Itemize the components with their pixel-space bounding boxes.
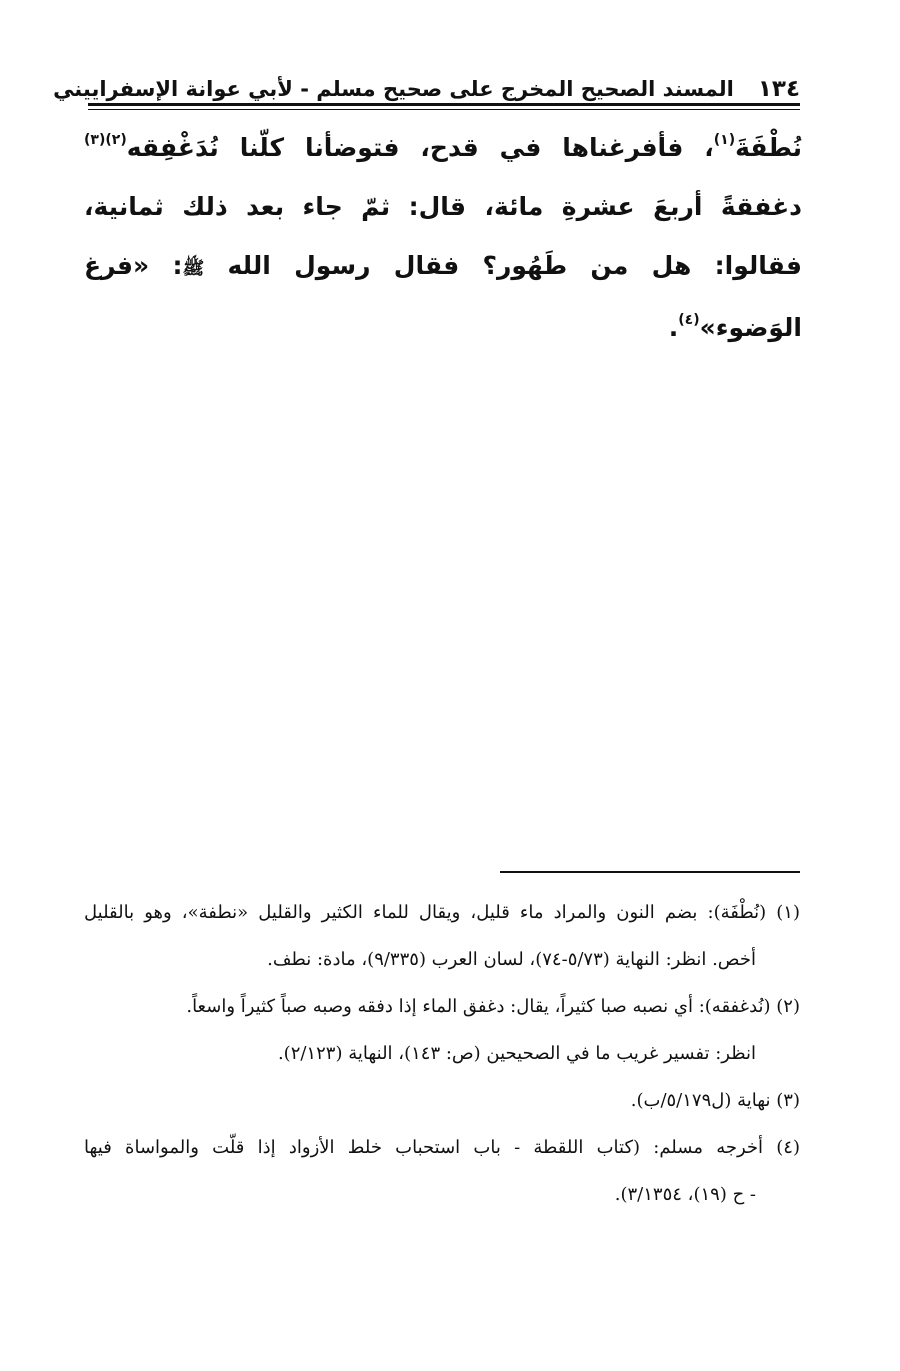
main-text — [84, 118, 802, 357]
footnote-2-line-2: انظر: تفسير غريب ما في الصحيحين (ص: ١٤٣)، النهاية (٢/١٢٣). — [277, 1043, 756, 1064]
text-segment: نُطْفَةَ — [735, 133, 802, 162]
footnote-1-line-1: (١) (نُطْفَة): بضم النون والمراد ماء قليل، ويقال للماء الكثير والقليل «نطفة»، وهو بالقليل — [84, 902, 800, 923]
footnote-2-line-1: (٢) (نُدغفقه): أي نصبه صبا كثيراً، يقال: دغفق الماء إذا دفقه وصبه صباً كثيراً واسعاً. — [186, 996, 800, 1017]
footnote-1-line-2: أخص. انظر: النهاية (٥/٧٣-٧٤)، لسان العرب (٩/٣٣٥)، مادة: نطف. — [267, 949, 756, 970]
text-segment: : «فرغ الوَضوء» — [84, 251, 802, 342]
footnote-3: (٣) نهاية (ل٥/١٧٩/ب). — [630, 1090, 800, 1111]
page-number: ١٣٤ — [757, 76, 800, 102]
footnote-ref-2[interactable]: (٢) — [105, 132, 127, 148]
footnotes — [84, 889, 800, 1218]
page-header — [53, 72, 800, 106]
footnote-ref-3[interactable]: (٣) — [84, 132, 106, 148]
header-rule-thin — [88, 109, 800, 110]
header-rule-thick — [88, 103, 800, 106]
footnote-4-line-2: - ح (١٩)، ٣/١٣٥٤). — [614, 1184, 756, 1205]
text-segment: . — [668, 313, 679, 342]
footnote-4-line-1: (٤) أخرجه مسلم: (كتاب اللقطة - باب استحباب خلط الأزواد إذا قلّت والمواساة فيها — [84, 1137, 800, 1158]
text-segment: دغفقةً أربعَ عشرةِ مائة، قال: ثمّ جاء بعد ذلك ثمانية، فقالوا: هل من طَهُور؟ فقال رسول الله — [84, 192, 802, 280]
footnote-divider — [500, 871, 800, 873]
running-title: المسند الصحيح المخرج على صحيح مسلم - لأبي عوانة الإسفراييني — [53, 77, 734, 101]
footnote-ref-4[interactable]: (٤) — [678, 312, 700, 328]
salawat-glyph: ﷺ — [182, 258, 205, 279]
text-segment: ، فأفرغناها في قدح، فتوضأنا كلّنا نُدَغْفِقه — [126, 133, 714, 162]
footnote-ref-1[interactable]: (١) — [713, 132, 736, 148]
